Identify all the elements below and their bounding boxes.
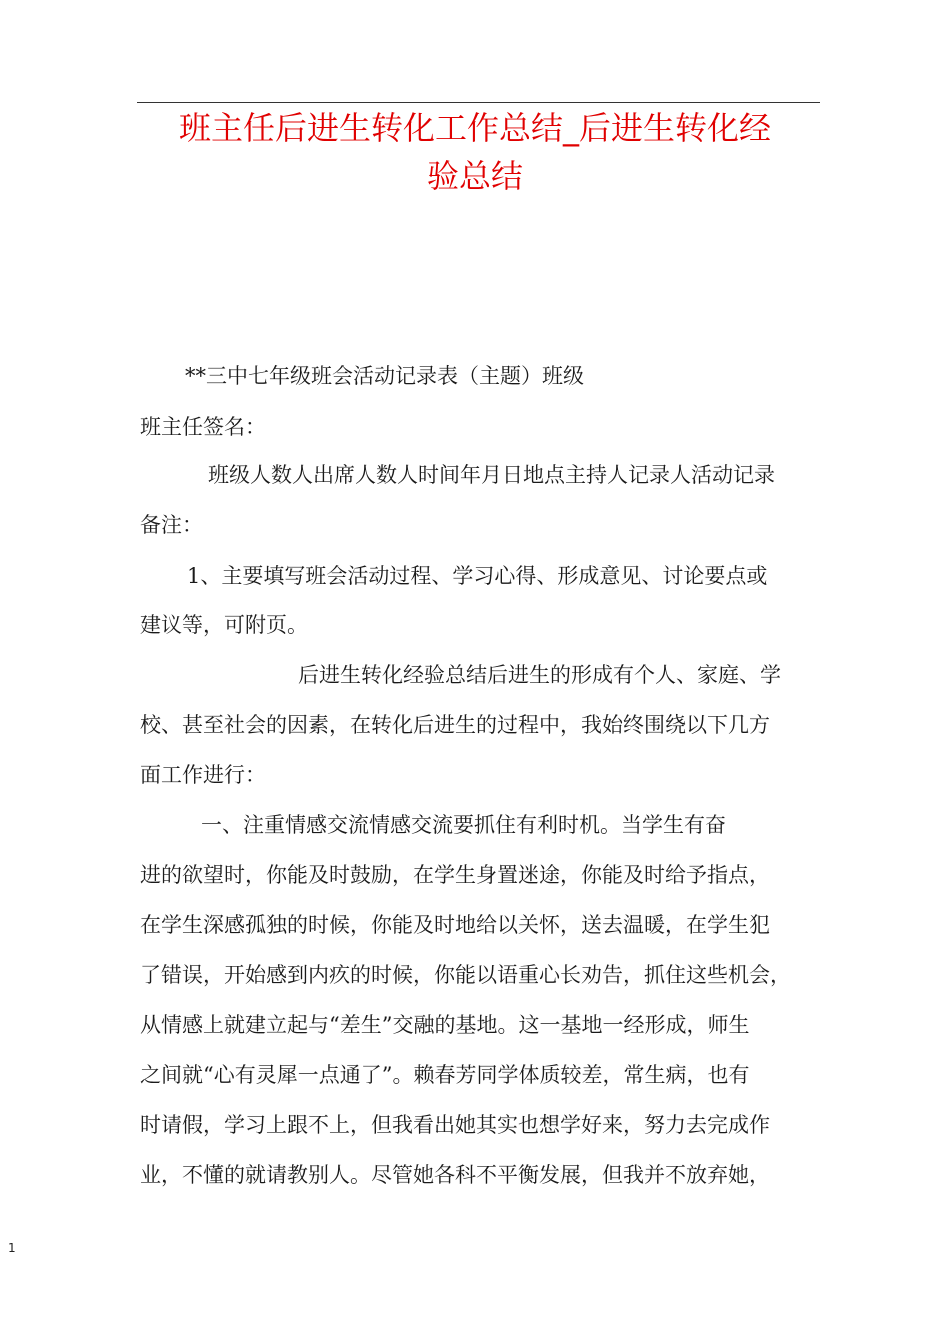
text-line: 校、甚至社会的因素，在转化后进生的过程中，我始终围绕以下几方 [140, 713, 770, 737]
title-line-1: 班主任后进生转化工作总结_后进生转化经 [178, 109, 771, 147]
text-line: 备注： [140, 513, 203, 537]
header-rule [137, 102, 820, 103]
text-line: 班级人数人出席人数人时间年月日地点主持人记录人活动记录 [208, 463, 775, 487]
text-line: 时请假，学习上跟不上，但我看出她其实也想学好来，努力去完成作 [140, 1113, 770, 1137]
text-line: 后进生转化经验总结后进生的形成有个人、家庭、学 [298, 663, 781, 687]
text-line: 之间就“心有灵犀一点通了”。赖春芳同学体质较差，常生病，也有 [140, 1063, 750, 1087]
title-line-2: 验总结 [426, 157, 523, 195]
text-line: 了错误，开始感到内疚的时候，你能以语重心长劝告，抓住这些机会， [140, 963, 791, 987]
text-line: 业，不懂的就请教别人。尽管她各科不平衡发展，但我并不放弃她， [140, 1163, 770, 1187]
text-line: 面工作进行： [140, 763, 266, 787]
text-line: 进的欲望时，你能及时鼓励，在学生身置迷途，你能及时给予指点， [140, 863, 770, 887]
text-line: 1、主要填写班会活动过程、学习心得、形成意见、讨论要点或 [187, 564, 768, 588]
text-line: 班主任签名： [140, 415, 266, 439]
text-line: 在学生深感孤独的时候，你能及时地给以关怀，送去温暖，在学生犯 [140, 913, 770, 937]
text-line: 建议等，可附页。 [140, 613, 308, 637]
text-line: **三中七年级班会活动记录表（主题）班级 [185, 364, 584, 388]
text-line: 一、注重情感交流情感交流要抓住有利时机。当学生有奋 [201, 813, 726, 837]
page-number: 1 [8, 1241, 16, 1255]
text-line: 从情感上就建立起与“差生”交融的基地。这一基地一经形成，师生 [140, 1013, 750, 1037]
document-title [120, 104, 830, 200]
